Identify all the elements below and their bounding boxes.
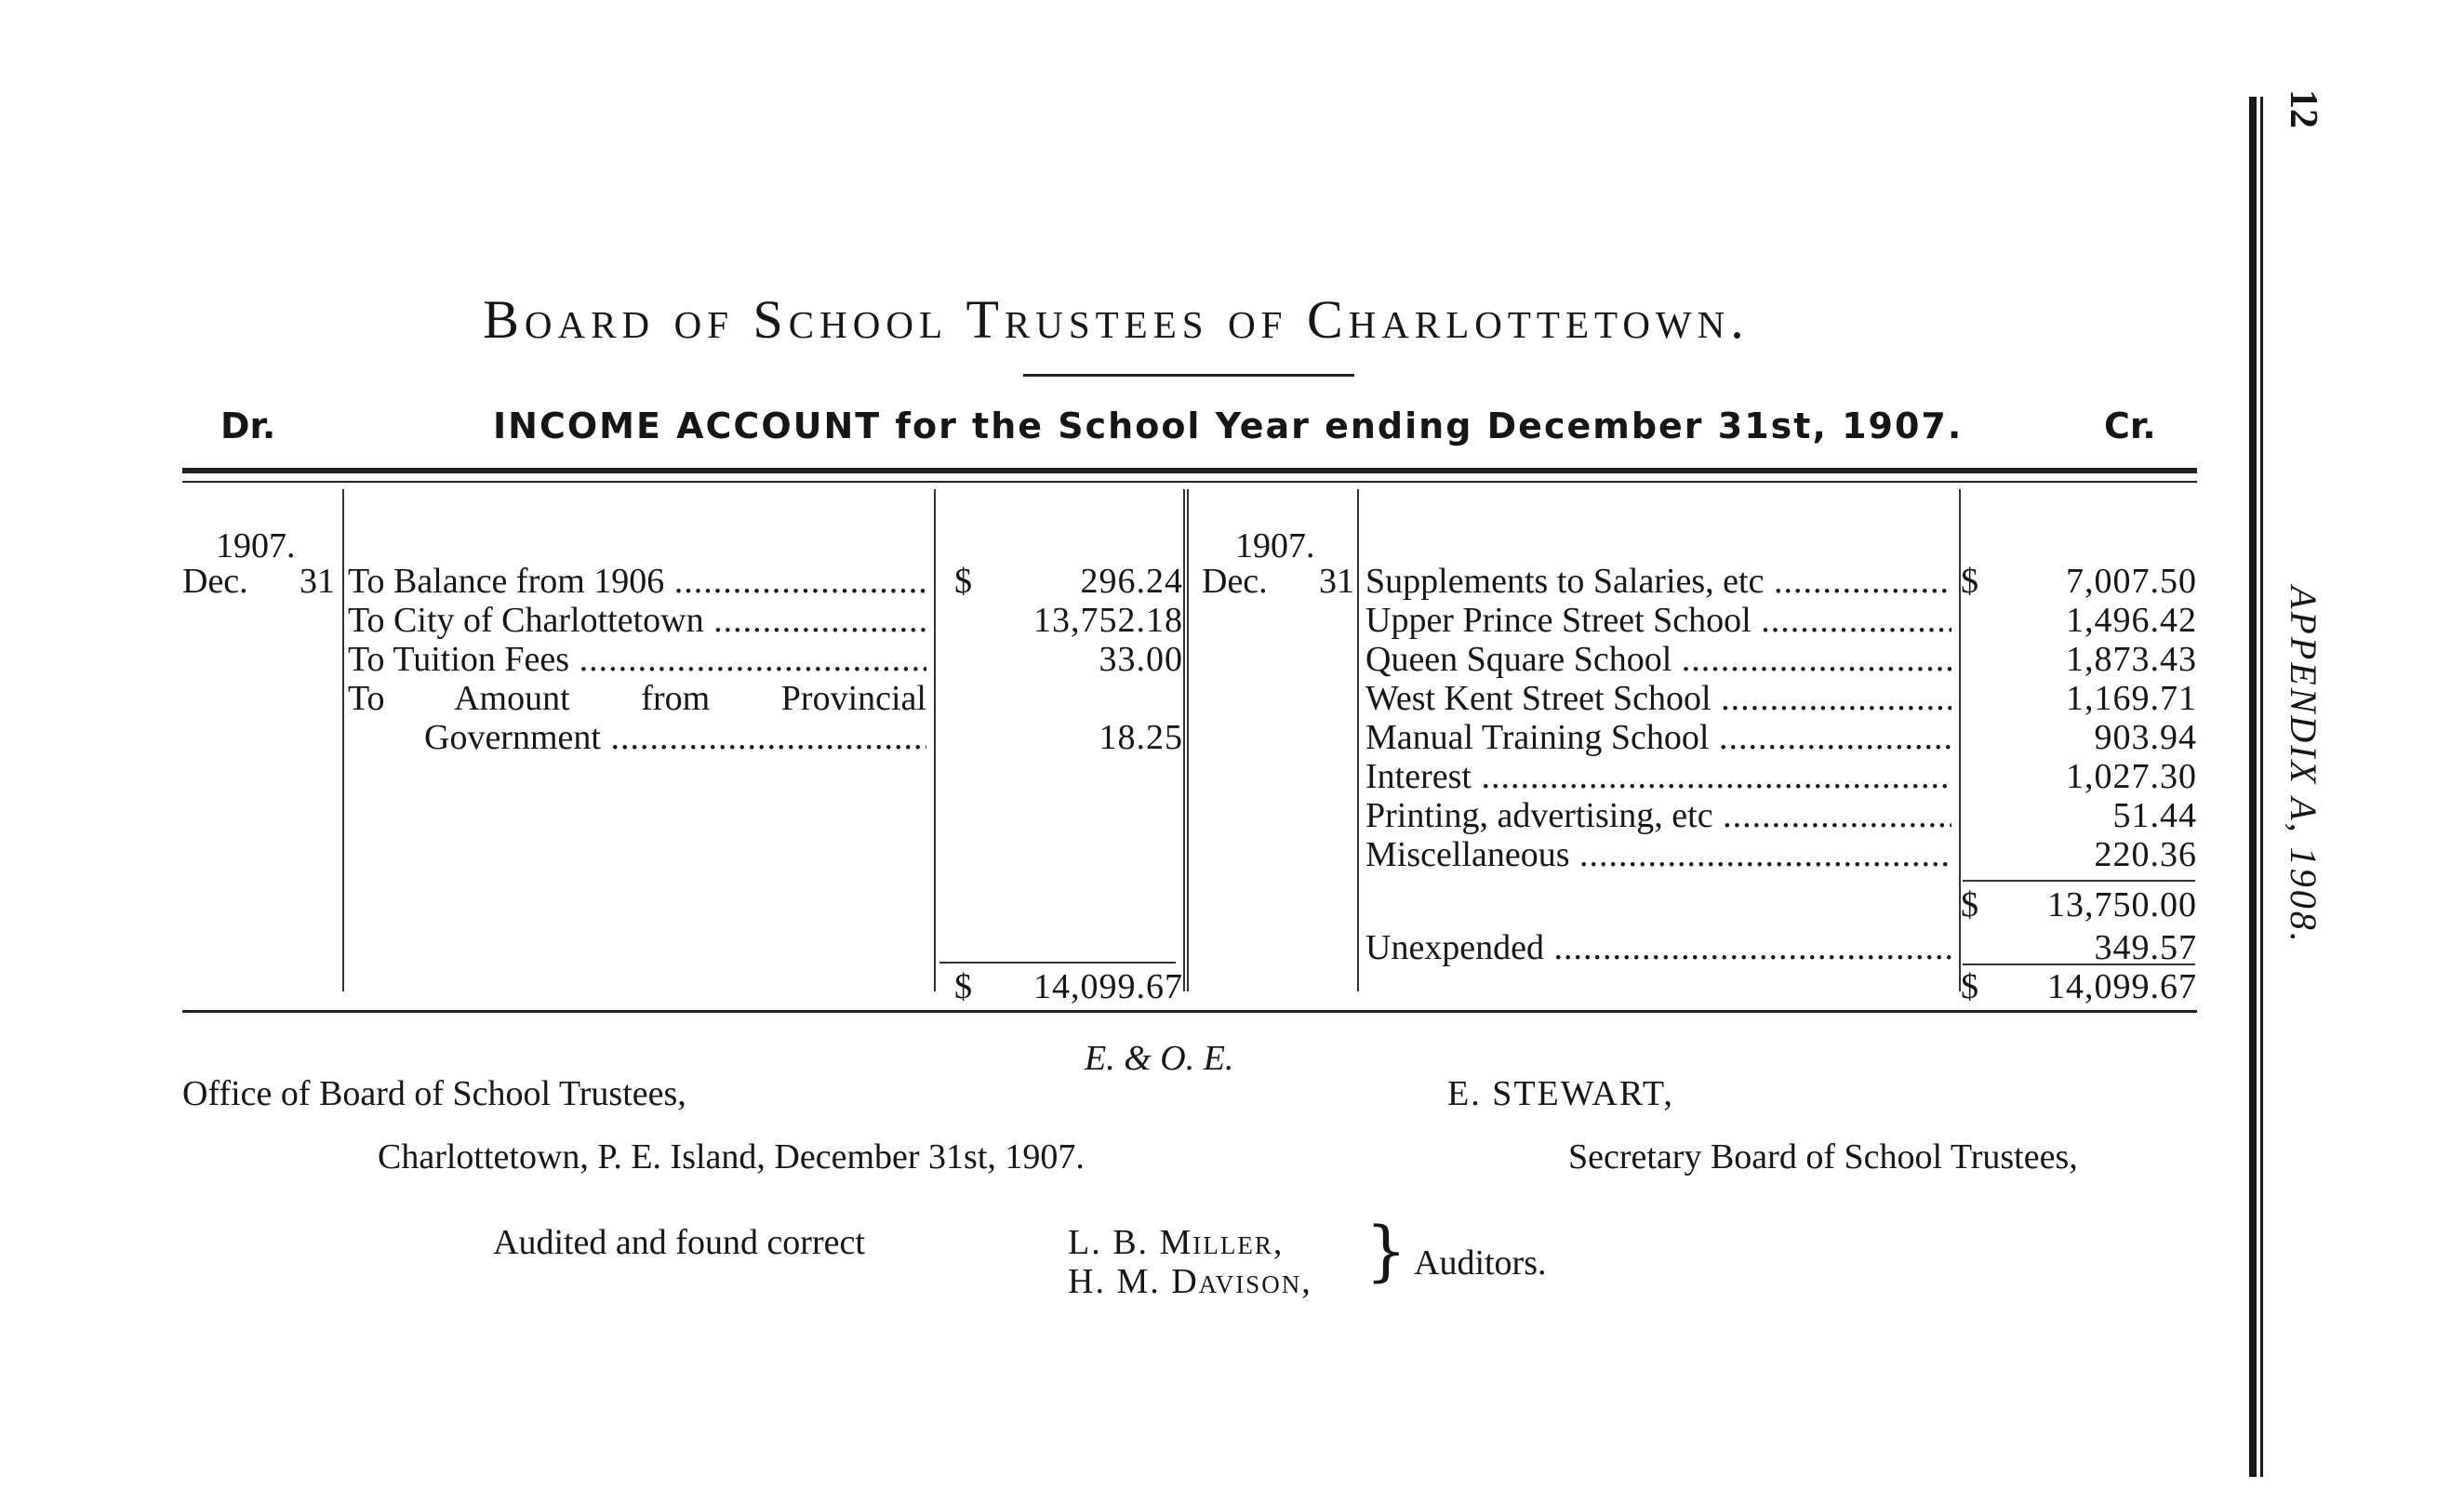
page-margin-rule [2249,97,2257,1477]
table-bottom-rule [182,1010,2197,1013]
debit-date-day: 31 [300,562,335,601]
credit-amount: 1,169.71 [2066,679,2197,718]
office-line-2: Charlottetown, P. E. Island, December 31st, 1907. [378,1137,1085,1176]
credit-subtotal: 13,750.00 [2047,885,2197,924]
credit-total-rule [1963,964,2195,965]
column-line [934,489,936,991]
credit-amount: 1,027.30 [2066,757,2197,796]
auditor-2: H. M. Davison, [1068,1262,1312,1301]
credit-amount: 7,007.50 [2066,562,2197,601]
page-margin-rule-thin [2260,97,2263,1477]
title-rule [1023,374,1354,377]
signatory-title: Secretary Board of School Trustees, [1568,1137,2078,1176]
credit-amount: 51.44 [2112,796,2197,835]
debit-header: Dr. [220,405,276,446]
unexpended-amount: 349.57 [2094,928,2197,967]
debit-amount: 13,752.18 [1033,601,1183,640]
credit-currency: $ [1961,562,1978,601]
column-line [342,489,344,991]
credit-subtotal-currency: $ [1961,885,1978,924]
audited-statement: Audited and found correct [493,1223,865,1262]
credit-date-month: Dec. [1202,562,1268,601]
credit-year: 1907. [1235,526,1315,565]
credit-item-label: West Kent Street School ..... [1365,679,1951,718]
credit-amount: 220.36 [2094,835,2197,874]
auditors-brace: } [1365,1213,1407,1289]
credit-subtotal-rule [1963,880,2195,882]
credit-item-label: Printing, advertising, etc ..... [1365,796,1951,835]
debit-total-currency: $ [954,967,972,1006]
credit-header: Cr. [2104,405,2156,446]
debit-year: 1907. [216,526,296,565]
column-line [1357,489,1359,991]
debit-total-rule [939,962,1176,964]
debit-item-label-cont: Government ..... [424,718,926,757]
credit-item-label: Manual Training School ..... [1365,718,1951,757]
credit-amount: 903.94 [2094,718,2197,757]
credit-total-currency: $ [1961,967,1978,1006]
signatory-name: E. STEWART, [1447,1074,1674,1113]
debit-item-label: To Tuition Fees ..... [348,640,926,679]
auditors-label: Auditors. [1414,1243,1547,1283]
debit-amount: 18.25 [1099,718,1183,757]
appendix-label: APPENDIX A, 1908. [2283,586,2324,945]
account-title: INCOME ACCOUNT for the School Year ending December 31st, 1907. [493,405,1964,446]
debit-item-label: To Amount from Provincial [348,679,926,718]
office-line-1: Office of Board of School Trustees, [182,1074,686,1113]
credit-amount: 1,873.43 [2066,640,2197,679]
credit-item-label: Miscellaneous ..... [1365,835,1951,874]
credit-total: 14,099.67 [2047,967,2197,1006]
debit-total: 14,099.67 [1033,967,1183,1006]
debit-amount: 296.24 [1080,562,1183,601]
document-title: Board of School Trustees of Charlottetown. [483,289,1750,350]
credit-item-label: Interest ..... [1365,757,1951,796]
debit-amount: 33.00 [1099,640,1183,679]
debit-currency: $ [954,562,972,601]
column-line-double [1183,489,1189,991]
unexpended-label: Unexpended ..... [1365,928,1951,967]
credit-item-label: Supplements to Salaries, etc ..... [1365,562,1951,601]
header-rule-thin [182,481,2197,483]
debit-item-label: To Balance from 1906 ..... [348,562,926,601]
debit-date-month: Dec. [182,562,248,601]
credit-date-day: 31 [1319,562,1354,601]
page-number: 12 [2282,89,2324,128]
auditor-1: L. B. Miller, [1068,1223,1285,1262]
errors-omissions-note: E. & O. E. [1085,1039,1234,1078]
header-rule-thick [182,468,2197,473]
credit-amount: 1,496.42 [2066,601,2197,640]
credit-item-label: Queen Square School ..... [1365,640,1951,679]
debit-item-label: To City of Charlottetown ..... [348,601,926,640]
credit-item-label: Upper Prince Street School ..... [1365,601,1951,640]
